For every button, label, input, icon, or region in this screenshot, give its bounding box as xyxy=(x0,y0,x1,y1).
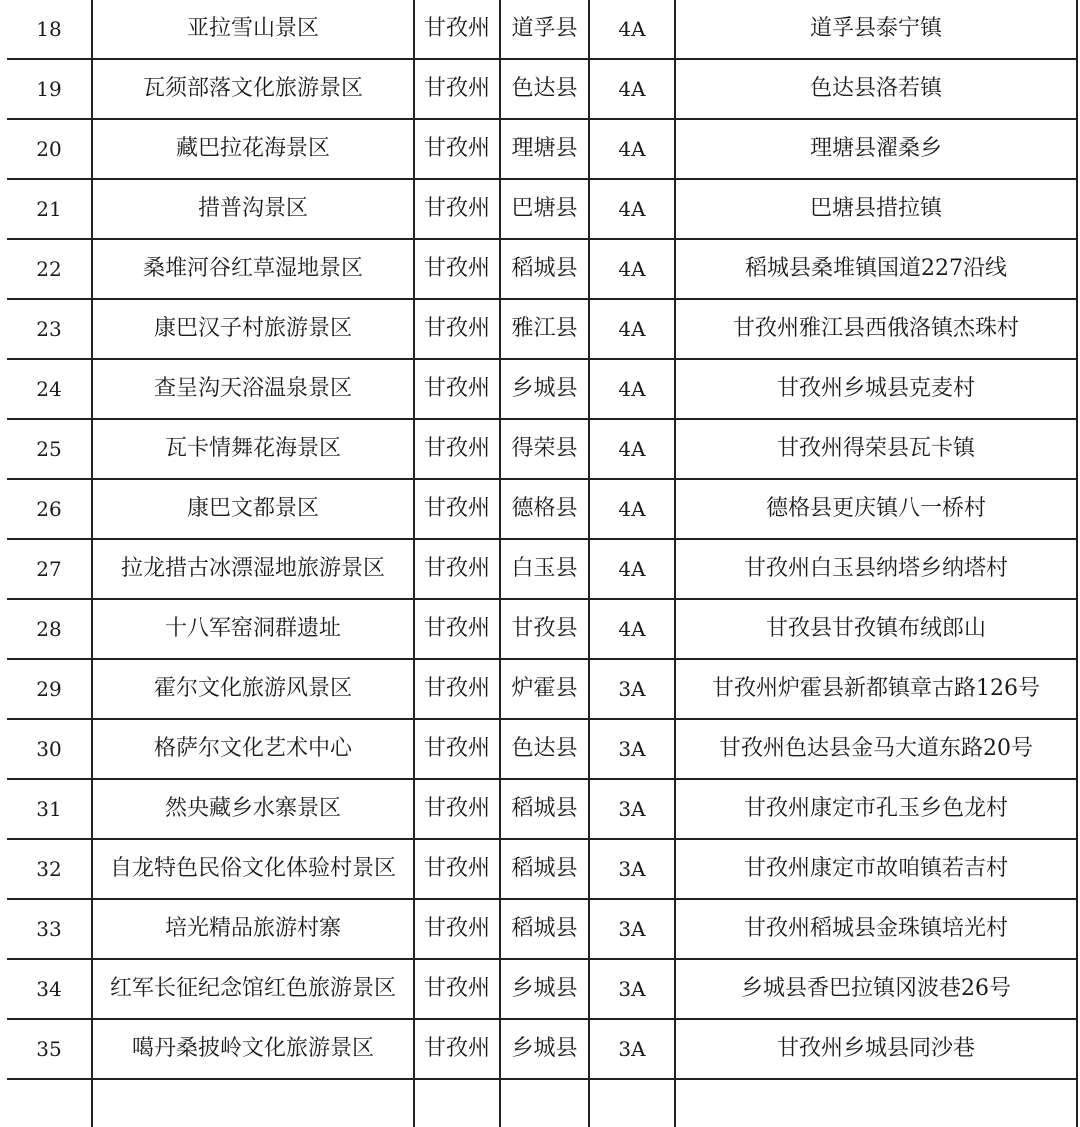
table-row xyxy=(7,659,1077,719)
cell-level: 4A xyxy=(589,419,675,479)
cell-county: 乡城县 xyxy=(500,359,589,419)
cell-prefecture: 甘孜州 xyxy=(414,959,500,1019)
cell-prefecture: 甘孜州 xyxy=(414,539,500,599)
cell-address: 乡城县香巴拉镇冈波巷26号 xyxy=(675,959,1077,1019)
cell-prefecture: 甘孜州 xyxy=(414,59,500,119)
cell-number: 35 xyxy=(7,1019,92,1079)
cell-number: 28 xyxy=(7,599,92,659)
cell-prefecture: 甘孜州 xyxy=(414,479,500,539)
cell-county: 乡城县 xyxy=(500,959,589,1019)
table-row xyxy=(7,959,1077,1019)
cell-county: 色达县 xyxy=(500,719,589,779)
table-row xyxy=(7,539,1077,599)
cell-county: 稻城县 xyxy=(500,779,589,839)
cell-level: 4A xyxy=(589,599,675,659)
cell-number: 34 xyxy=(7,959,92,1019)
cell-scenic-name: 霍尔文化旅游风景区 xyxy=(92,659,414,719)
cell-address: 甘孜州康定市故咱镇若吉村 xyxy=(675,839,1077,899)
cell-number: 21 xyxy=(7,179,92,239)
cell-address: 理塘县濯桑乡 xyxy=(675,119,1077,179)
table-row xyxy=(7,419,1077,479)
table-row xyxy=(7,119,1077,179)
cell-address: 甘孜州稻城县金珠镇培光村 xyxy=(675,899,1077,959)
cell-prefecture: 甘孜州 xyxy=(414,839,500,899)
cell-prefecture: 甘孜州 xyxy=(414,239,500,299)
table-body xyxy=(7,0,1077,1127)
cell-level: 3A xyxy=(589,1019,675,1079)
cell-address: 甘孜州炉霍县新都镇章古路126号 xyxy=(675,659,1077,719)
cell-county: 德格县 xyxy=(500,479,589,539)
cell-prefecture: 甘孜州 xyxy=(414,179,500,239)
cell-number: 19 xyxy=(7,59,92,119)
cell-level: 3A xyxy=(589,899,675,959)
cell-level: 4A xyxy=(589,239,675,299)
cell-level: 4A xyxy=(589,119,675,179)
cell-prefecture: 甘孜州 xyxy=(414,299,500,359)
cell-prefecture: 甘孜州 xyxy=(414,599,500,659)
cell-number: 20 xyxy=(7,119,92,179)
cell-level: 4A xyxy=(589,359,675,419)
cell-number: 26 xyxy=(7,479,92,539)
scenic-spot-table xyxy=(7,0,1078,1127)
table-row xyxy=(7,1019,1077,1079)
cell-level: 3A xyxy=(589,779,675,839)
cell-scenic-name: 瓦卡情舞花海景区 xyxy=(92,419,414,479)
cell-address: 甘孜县甘孜镇布绒郎山 xyxy=(675,599,1077,659)
cell-county: 炉霍县 xyxy=(500,659,589,719)
cell-prefecture: 甘孜州 xyxy=(414,119,500,179)
cell-county: 稻城县 xyxy=(500,839,589,899)
cell-address: 甘孜州雅江县西俄洛镇杰珠村 xyxy=(675,299,1077,359)
cell-number xyxy=(7,1079,92,1127)
cell-number: 22 xyxy=(7,239,92,299)
cell-number: 31 xyxy=(7,779,92,839)
cell-level: 4A xyxy=(589,299,675,359)
cell-scenic-name: 桑堆河谷红草湿地景区 xyxy=(92,239,414,299)
cell-level: 3A xyxy=(589,839,675,899)
cell-level: 4A xyxy=(589,539,675,599)
cell-level: 4A xyxy=(589,179,675,239)
cell-address: 色达县洛若镇 xyxy=(675,59,1077,119)
cell-scenic-name: 拉龙措古冰漂湿地旅游景区 xyxy=(92,539,414,599)
cell-county: 道孚县 xyxy=(500,0,589,59)
cell-prefecture: 甘孜州 xyxy=(414,1019,500,1079)
table-row xyxy=(7,779,1077,839)
cell-number: 23 xyxy=(7,299,92,359)
cell-scenic-name: 亚拉雪山景区 xyxy=(92,0,414,59)
cell-scenic-name: 然央藏乡水寨景区 xyxy=(92,779,414,839)
cell-address: 巴塘县措拉镇 xyxy=(675,179,1077,239)
table-row xyxy=(7,0,1077,59)
cell-prefecture: 甘孜州 xyxy=(414,359,500,419)
cell-scenic-name xyxy=(92,1079,414,1127)
cell-scenic-name: 红军长征纪念馆红色旅游景区 xyxy=(92,959,414,1019)
cell-address: 道孚县泰宁镇 xyxy=(675,0,1077,59)
cell-level: 3A xyxy=(589,659,675,719)
table-row xyxy=(7,299,1077,359)
cell-scenic-name: 自龙特色民俗文化体验村景区 xyxy=(92,839,414,899)
cell-number: 25 xyxy=(7,419,92,479)
cell-address: 甘孜州色达县金马大道东路20号 xyxy=(675,719,1077,779)
cell-county: 色达县 xyxy=(500,59,589,119)
cell-scenic-name: 格萨尔文化艺术中心 xyxy=(92,719,414,779)
table-row xyxy=(7,599,1077,659)
cell-scenic-name: 查呈沟天浴温泉景区 xyxy=(92,359,414,419)
cell-number: 33 xyxy=(7,899,92,959)
cell-scenic-name: 噶丹桑披岭文化旅游景区 xyxy=(92,1019,414,1079)
cell-county: 乡城县 xyxy=(500,1019,589,1079)
cell-address: 德格县更庆镇八一桥村 xyxy=(675,479,1077,539)
cell-scenic-name: 十八军窑洞群遗址 xyxy=(92,599,414,659)
cell-address: 甘孜州乡城县克麦村 xyxy=(675,359,1077,419)
cell-number: 18 xyxy=(7,0,92,59)
table-row xyxy=(7,479,1077,539)
cell-level: 3A xyxy=(589,959,675,1019)
cell-county: 白玉县 xyxy=(500,539,589,599)
cell-level: 4A xyxy=(589,0,675,59)
cell-number: 24 xyxy=(7,359,92,419)
cell-number: 30 xyxy=(7,719,92,779)
cell-prefecture: 甘孜州 xyxy=(414,659,500,719)
cell-number: 32 xyxy=(7,839,92,899)
table-row xyxy=(7,239,1077,299)
cell-prefecture: 甘孜州 xyxy=(414,779,500,839)
cell-address: 甘孜州白玉县纳塔乡纳塔村 xyxy=(675,539,1077,599)
cell-level: 4A xyxy=(589,479,675,539)
cell-prefecture xyxy=(414,1079,500,1127)
cell-scenic-name: 措普沟景区 xyxy=(92,179,414,239)
cell-address xyxy=(675,1079,1077,1127)
cell-prefecture: 甘孜州 xyxy=(414,0,500,59)
cell-level: 3A xyxy=(589,719,675,779)
cell-level xyxy=(589,1079,675,1127)
cell-address: 甘孜州康定市孔玉乡色龙村 xyxy=(675,779,1077,839)
cell-county: 雅江县 xyxy=(500,299,589,359)
cell-address: 甘孜州得荣县瓦卡镇 xyxy=(675,419,1077,479)
cell-scenic-name: 藏巴拉花海景区 xyxy=(92,119,414,179)
cell-county: 稻城县 xyxy=(500,899,589,959)
cell-scenic-name: 瓦须部落文化旅游景区 xyxy=(92,59,414,119)
cell-scenic-name: 康巴文都景区 xyxy=(92,479,414,539)
table-row xyxy=(7,179,1077,239)
cell-county: 得荣县 xyxy=(500,419,589,479)
cell-county: 甘孜县 xyxy=(500,599,589,659)
cell-address: 甘孜州乡城县同沙巷 xyxy=(675,1019,1077,1079)
cell-scenic-name: 培光精品旅游村寨 xyxy=(92,899,414,959)
cell-prefecture: 甘孜州 xyxy=(414,719,500,779)
table-row xyxy=(7,359,1077,419)
table-row xyxy=(7,839,1077,899)
table-row xyxy=(7,899,1077,959)
cell-level: 4A xyxy=(589,59,675,119)
table-row xyxy=(7,719,1077,779)
cell-number: 29 xyxy=(7,659,92,719)
cell-number: 27 xyxy=(7,539,92,599)
cell-prefecture: 甘孜州 xyxy=(414,419,500,479)
table-row xyxy=(7,59,1077,119)
cell-scenic-name: 康巴汉子村旅游景区 xyxy=(92,299,414,359)
cell-county xyxy=(500,1079,589,1127)
cell-county: 巴塘县 xyxy=(500,179,589,239)
cell-county: 理塘县 xyxy=(500,119,589,179)
cell-prefecture: 甘孜州 xyxy=(414,899,500,959)
cell-address: 稻城县桑堆镇国道227沿线 xyxy=(675,239,1077,299)
table-row-partial xyxy=(7,1079,1077,1127)
cell-county: 稻城县 xyxy=(500,239,589,299)
